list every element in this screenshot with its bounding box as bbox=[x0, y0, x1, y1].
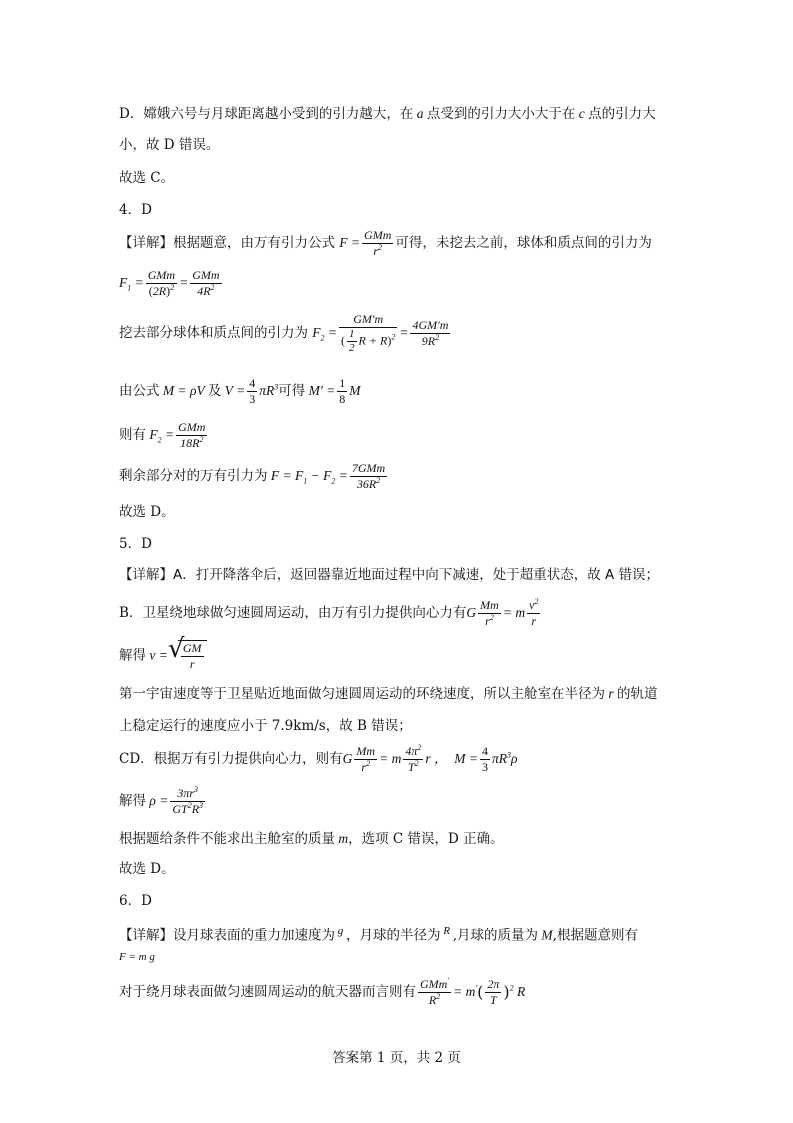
text-span: ,月球的质量为 bbox=[452, 927, 539, 944]
fraction: $\frac{\text{7GMm}}{36R^2}$ bbox=[351, 461, 386, 491]
text-span: ，月球的半径为 bbox=[346, 927, 441, 944]
formula: $F = F_1 - F_2$ = bbox=[267, 468, 348, 486]
formula: G bbox=[466, 605, 477, 620]
formula: $F_1$ = bbox=[119, 275, 144, 293]
text-line bbox=[119, 829, 504, 849]
math-M: M bbox=[538, 927, 553, 943]
math-R: R bbox=[440, 925, 453, 937]
text-span: 对于绕月球表面做匀速圆周运动的航天器而言则有 bbox=[119, 984, 416, 1000]
page-footer: 答案第 1 页，共 2 页 bbox=[332, 1050, 461, 1066]
formula-line bbox=[119, 947, 155, 967]
text-line bbox=[119, 420, 209, 451]
fraction: $\frac{1}{8}$ bbox=[339, 376, 346, 406]
text-span: 【详解】根据题意，由万有引力公式 bbox=[119, 235, 335, 251]
fraction: $\frac{\text{GMm}}{(2R)^2}$ bbox=[147, 268, 176, 298]
formula: ρ = bbox=[146, 793, 169, 808]
text-span: 【详解】A．打开降落伞后，返回器靠近地面过程中向下减速，处于超重状态，故 A 错误； bbox=[119, 567, 660, 583]
text-line bbox=[119, 921, 638, 946]
text-line: CD．根据万有引力提供向心力，则有G $\frac{Mm}{r^2}$ = m $\frac{4\pi^2}{T^2}$ r ， M = $\frac{4}{3}$ $\pi R^3\rho$ bbox=[119, 743, 518, 774]
formula: M′ = bbox=[305, 383, 336, 398]
text-line: B．卫星绕地球做匀速圆周运动，由万有引力提供向心力有G $\frac{Mm}{r^2}$ = m $\frac{v^2}{r}$ bbox=[119, 597, 539, 628]
text-span: 由公式 bbox=[119, 383, 160, 399]
text-span: 及 bbox=[207, 383, 222, 399]
formula: v = bbox=[146, 647, 168, 663]
text-span: 上稳定运行的速度应小于 7.9km/s，故 B 错误； bbox=[119, 718, 412, 734]
text-span: 点的引力大 bbox=[588, 106, 656, 122]
text-span: 挖去部分球体和质点间的引力为 bbox=[119, 325, 308, 341]
text-line bbox=[119, 859, 175, 879]
text-span: 解得 bbox=[119, 793, 146, 809]
formula: $F_2$ = bbox=[312, 325, 338, 343]
text-span: CD．根据万有引力提供向心力，则有 bbox=[119, 751, 343, 767]
formula: G bbox=[342, 751, 353, 766]
text-span: ，选项 C 错误，D 正确。 bbox=[348, 831, 504, 847]
text-line bbox=[119, 461, 389, 492]
text-line: 挖去部分球体和质点间的引力为 $F_2$ = GM′m ( $\frac{1}{2}$ R + R)$^2$ = $\frac{4GM'm}{9R^2}$ bbox=[119, 312, 449, 354]
text-line bbox=[119, 228, 652, 259]
text-span: 故选 D。 bbox=[119, 504, 175, 520]
text-line: 对于绕月球表面做匀速圆周运动的航天器而言则有 $\frac{GMm'}{R^2}$ = m′( $\frac{2\pi}{T}$ )$^2$ R bbox=[119, 976, 526, 1007]
text-line: 由公式 M = ρV 及 V = $\frac{4}{3}$ $\pi R^3$可得 M′ = $\frac{1}{8}$ M bbox=[119, 376, 361, 406]
math-r: r bbox=[605, 686, 618, 701]
formula: V = bbox=[221, 383, 246, 398]
text-span: 剩余部分对的万有引力为 bbox=[119, 468, 268, 484]
fraction: $\frac{4GM'm}{9R^2}$ bbox=[412, 318, 449, 348]
text-line bbox=[119, 634, 207, 672]
text-span: 可得，未挖去之前，球体和质点间的引力为 bbox=[395, 235, 652, 251]
text-span: 4．D bbox=[119, 202, 152, 218]
text-span: 5．D bbox=[119, 536, 152, 552]
text-line bbox=[119, 135, 219, 155]
text-span: 的轨道 bbox=[617, 686, 658, 702]
text-line bbox=[119, 786, 207, 817]
fraction: $\frac{4}{3}$ bbox=[481, 744, 488, 774]
fraction: $\frac{3\pi r^3}{GT^2R^3}$ bbox=[172, 785, 204, 816]
fraction: $\frac{4}{3}$ bbox=[249, 376, 256, 406]
text-line bbox=[119, 684, 658, 704]
text-line bbox=[119, 168, 174, 188]
text-line bbox=[119, 716, 412, 736]
fraction: GM′m ( $\frac{1}{2}$ R + R)$^2$ bbox=[341, 312, 396, 354]
text-span: 可得 bbox=[278, 383, 306, 399]
text-line bbox=[119, 534, 152, 554]
text-line bbox=[119, 502, 175, 522]
text-span: 解得 bbox=[119, 647, 146, 664]
fraction: $\frac{4\pi^2}{T^2}$ bbox=[405, 743, 422, 774]
formula: F = m g bbox=[119, 951, 155, 963]
math-m: m bbox=[335, 831, 349, 846]
text-line bbox=[119, 565, 659, 585]
text-span: 第一宇宙速度等于卫星贴近地面做匀速圆周运动的环绕速度，所以主舱室在半径为 bbox=[119, 686, 605, 702]
text-span: 故选 C。 bbox=[119, 170, 175, 186]
fraction: $\frac{\text{GMm}}{4R^2}$ bbox=[192, 268, 220, 298]
formula-line: $F_1$ = $\frac{\text{GMm}}{(2R)^2}$ = $\frac{\text{GMm}}{4R^2}$ bbox=[119, 268, 220, 298]
text-span: 小，故 D 错误。 bbox=[119, 137, 220, 153]
text-span: 6．D bbox=[119, 893, 152, 909]
text-line bbox=[119, 891, 152, 911]
text-span: B．卫星绕地球做匀速圆周运动，由万有引力提供向心力有 bbox=[119, 605, 467, 621]
text-line bbox=[119, 200, 152, 220]
math-g: g bbox=[335, 925, 346, 937]
math-c: c bbox=[575, 106, 589, 121]
fraction: $\frac{2\pi}{T}$ bbox=[487, 977, 500, 1007]
text-span: 【详解】设月球表面的重力加速度为 bbox=[119, 927, 335, 944]
fraction: $\frac{\text{GMm}}{18R^2}$ bbox=[178, 420, 206, 450]
text-span: 根据题给条件不能求出主舱室的质量 bbox=[119, 831, 335, 847]
fraction: $\frac{GMm'}{R^2}$ bbox=[420, 976, 450, 1007]
math-a: a bbox=[413, 106, 427, 121]
text-span: 则有 bbox=[119, 427, 146, 443]
formula: F = bbox=[339, 235, 361, 250]
formula: M = ρV bbox=[159, 383, 208, 398]
fraction: $\frac{v^2}{r}$ bbox=[529, 597, 539, 628]
square-root: √ $\frac{GM}{r}$ bbox=[168, 640, 207, 672]
formula: $F_2$ = bbox=[146, 427, 175, 445]
text-span: 点受到的引力大小大于在 bbox=[426, 106, 576, 122]
fraction: $\frac{Mm}{r^2}$ bbox=[480, 598, 499, 628]
text-span: D．嫦娥六号与月球距离越小受到的引力越大，在 bbox=[119, 106, 414, 122]
text-span: ,根据题意则有 bbox=[552, 927, 638, 944]
text-line bbox=[119, 104, 656, 124]
fraction: $\frac{\text{GMm}}{r^2}$ bbox=[364, 228, 392, 258]
fraction: $\frac{Mm}{r^2}$ bbox=[356, 744, 376, 774]
text-span: 故选 D。 bbox=[119, 861, 175, 877]
